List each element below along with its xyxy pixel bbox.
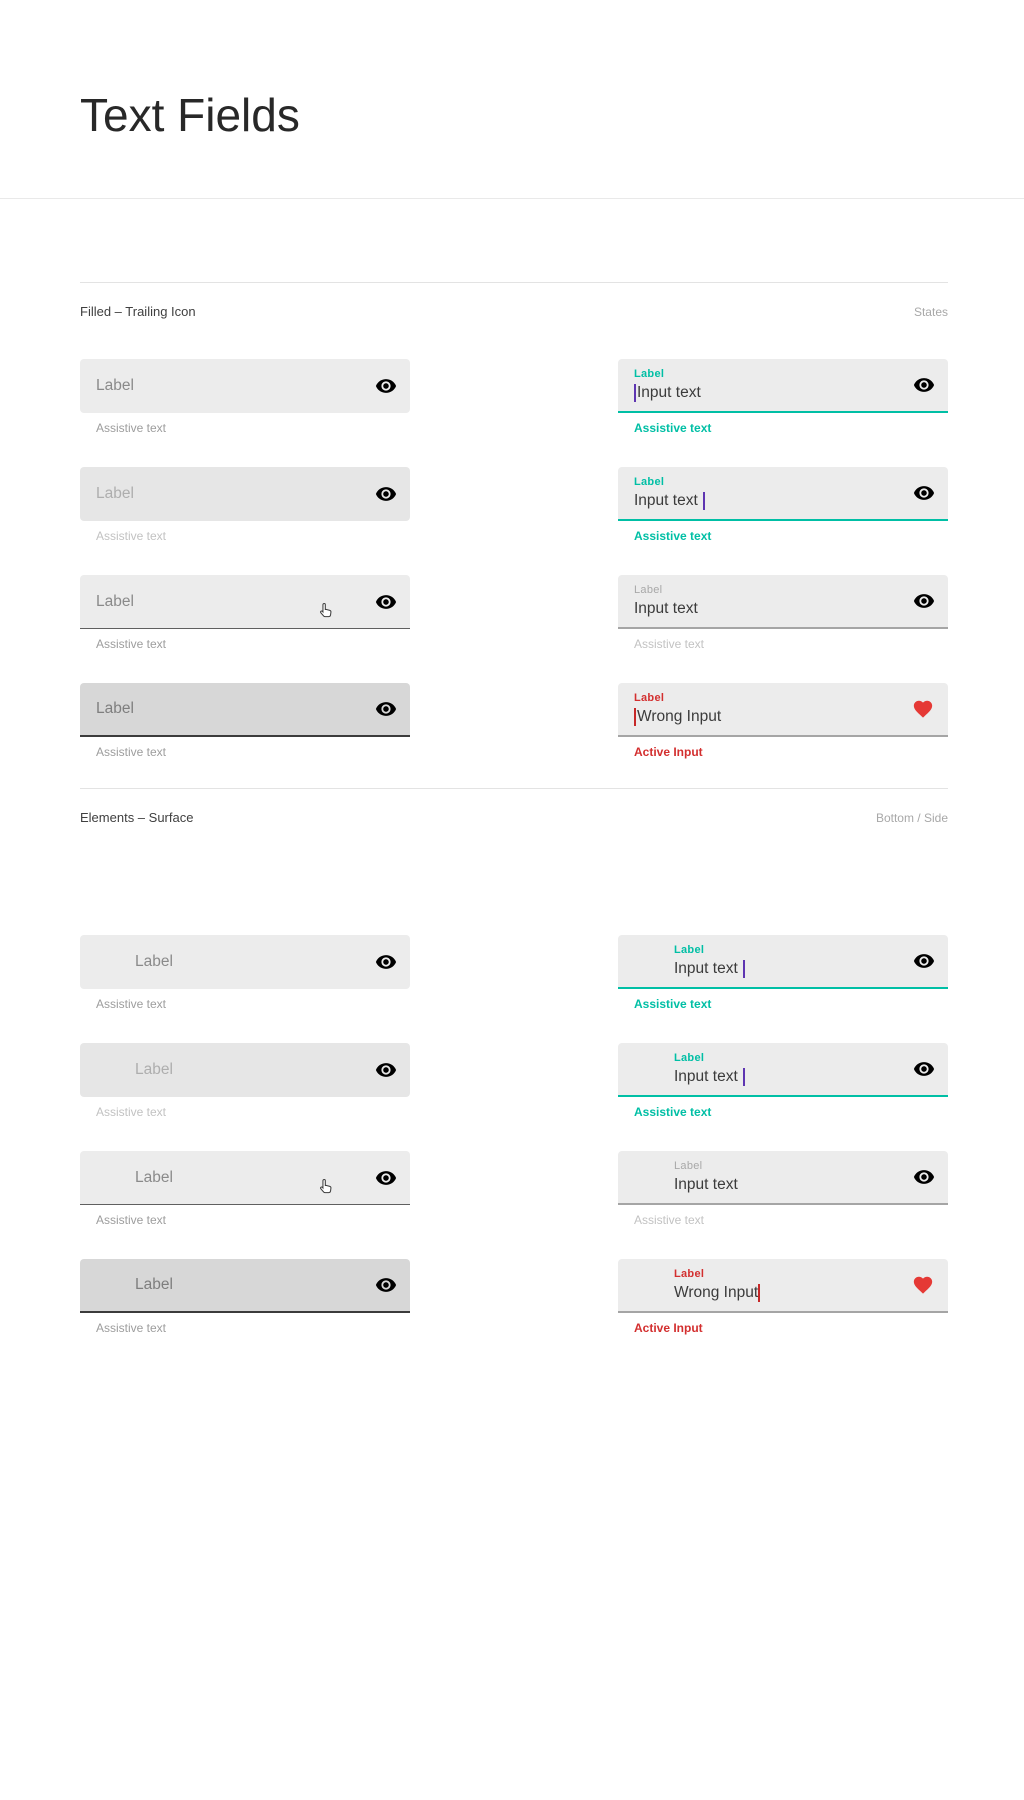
hand-pointer-icon — [317, 1176, 336, 1197]
floating-label: Label — [634, 476, 665, 488]
input-value: Input text — [634, 492, 698, 509]
assistive-text: Assistive text — [634, 529, 712, 543]
text-field-pressed — [80, 683, 410, 759]
eye-icon[interactable] — [913, 374, 935, 396]
eye-icon[interactable] — [913, 1058, 935, 1080]
floating-label: Label — [634, 692, 665, 704]
text-field-box[interactable] — [80, 1151, 410, 1205]
eye-icon[interactable] — [375, 1274, 397, 1296]
section-elements-surface — [80, 788, 948, 1348]
text-field-focused — [618, 1043, 948, 1119]
field-label: Label — [96, 592, 134, 610]
text-field-box[interactable] — [80, 935, 410, 989]
text-field-box[interactable] — [618, 1259, 948, 1313]
text-field-box[interactable] — [80, 683, 410, 737]
floating-label: Label — [674, 1160, 703, 1172]
eye-icon[interactable] — [375, 375, 397, 397]
text-field-focused — [618, 359, 948, 435]
text-field-enabled — [80, 935, 410, 1011]
field-label: Label — [96, 485, 134, 502]
text-field-enabled — [80, 359, 410, 435]
input-value: Input text — [674, 1176, 738, 1193]
text-field-box[interactable] — [618, 359, 948, 413]
text-cursor — [743, 1068, 745, 1086]
text-field-resting — [618, 575, 948, 651]
text-field-hover — [80, 1151, 410, 1227]
section-filled-trailing-icon — [80, 282, 948, 788]
text-field-box — [80, 1043, 410, 1097]
assistive-text: Assistive text — [634, 637, 705, 651]
assistive-text: Assistive text — [96, 1321, 167, 1335]
text-field-disabled — [80, 1043, 410, 1119]
assistive-text: Assistive text — [96, 529, 167, 543]
text-field-disabled — [80, 467, 410, 543]
eye-icon[interactable] — [913, 1166, 935, 1188]
text-field-box[interactable] — [618, 575, 948, 629]
assistive-text: Assistive text — [96, 745, 167, 759]
text-field-box[interactable] — [618, 935, 948, 989]
heart-icon — [911, 1274, 935, 1296]
heart-icon — [911, 698, 935, 720]
text-field-focused — [618, 935, 948, 1011]
eye-icon[interactable] — [913, 482, 935, 504]
assistive-text: Assistive text — [96, 1105, 167, 1119]
floating-label: Label — [674, 944, 705, 956]
field-label: Label — [135, 1168, 173, 1186]
field-label: Label — [96, 700, 134, 717]
input-value: Input text — [637, 384, 701, 401]
input-value: Input text — [634, 600, 698, 617]
eye-icon[interactable] — [913, 950, 935, 972]
text-field-error — [618, 683, 948, 759]
section-divider — [80, 788, 948, 789]
assistive-text: Assistive text — [96, 421, 167, 435]
text-field-box[interactable] — [80, 1259, 410, 1313]
assistive-text: Assistive text — [634, 1105, 712, 1119]
text-field-hover — [80, 575, 410, 651]
text-cursor — [634, 708, 636, 726]
eye-icon[interactable] — [913, 590, 935, 612]
field-label: Label — [135, 953, 173, 970]
floating-label: Label — [634, 584, 663, 596]
header-divider — [0, 198, 1024, 199]
floating-label: Label — [674, 1052, 705, 1064]
assistive-text: Assistive text — [96, 637, 167, 651]
input-value: Wrong Input — [674, 1284, 759, 1301]
text-field-box[interactable] — [80, 359, 410, 413]
floating-label: Label — [674, 1268, 705, 1280]
text-cursor — [703, 492, 705, 510]
assistive-text: Assistive text — [634, 1213, 705, 1227]
text-field-error — [618, 1259, 948, 1335]
section-divider — [80, 282, 948, 283]
assistive-text: Assistive text — [634, 421, 712, 435]
section-meta: Bottom / Side — [875, 811, 948, 825]
text-field-box[interactable] — [618, 683, 948, 737]
field-label: Label — [96, 377, 134, 394]
text-field-box[interactable] — [618, 467, 948, 521]
text-field-pressed — [80, 1259, 410, 1335]
text-cursor — [743, 960, 745, 978]
eye-icon — [375, 1059, 397, 1081]
assistive-text: Assistive text — [634, 997, 712, 1011]
eye-icon — [375, 483, 397, 505]
text-field-box — [80, 467, 410, 521]
text-cursor — [634, 384, 636, 402]
text-field-resting — [618, 1151, 948, 1227]
field-label: Label — [135, 1276, 173, 1293]
page-title: Text Fields — [80, 89, 300, 141]
text-cursor — [758, 1284, 760, 1302]
input-value: Input text — [674, 960, 738, 977]
assistive-text: Assistive text — [96, 997, 167, 1011]
eye-icon[interactable] — [375, 951, 397, 973]
section-title: Filled – Trailing Icon — [80, 304, 196, 319]
input-value: Input text — [674, 1068, 738, 1085]
eye-icon[interactable] — [375, 698, 397, 720]
hand-pointer-icon — [317, 600, 336, 621]
input-value: Wrong Input — [637, 708, 722, 725]
section-meta: States — [913, 305, 948, 319]
eye-icon[interactable] — [375, 591, 397, 613]
assistive-text: Active Input — [634, 1321, 703, 1335]
assistive-text: Assistive text — [96, 1213, 167, 1227]
assistive-text: Active Input — [634, 745, 703, 759]
text-field-box[interactable] — [618, 1043, 948, 1097]
field-label: Label — [135, 1061, 173, 1078]
text-field-focused — [618, 467, 948, 543]
floating-label: Label — [634, 368, 665, 380]
text-field-box[interactable] — [80, 575, 410, 629]
text-field-box[interactable] — [618, 1151, 948, 1205]
section-title: Elements – Surface — [80, 810, 194, 825]
eye-icon[interactable] — [375, 1167, 397, 1189]
